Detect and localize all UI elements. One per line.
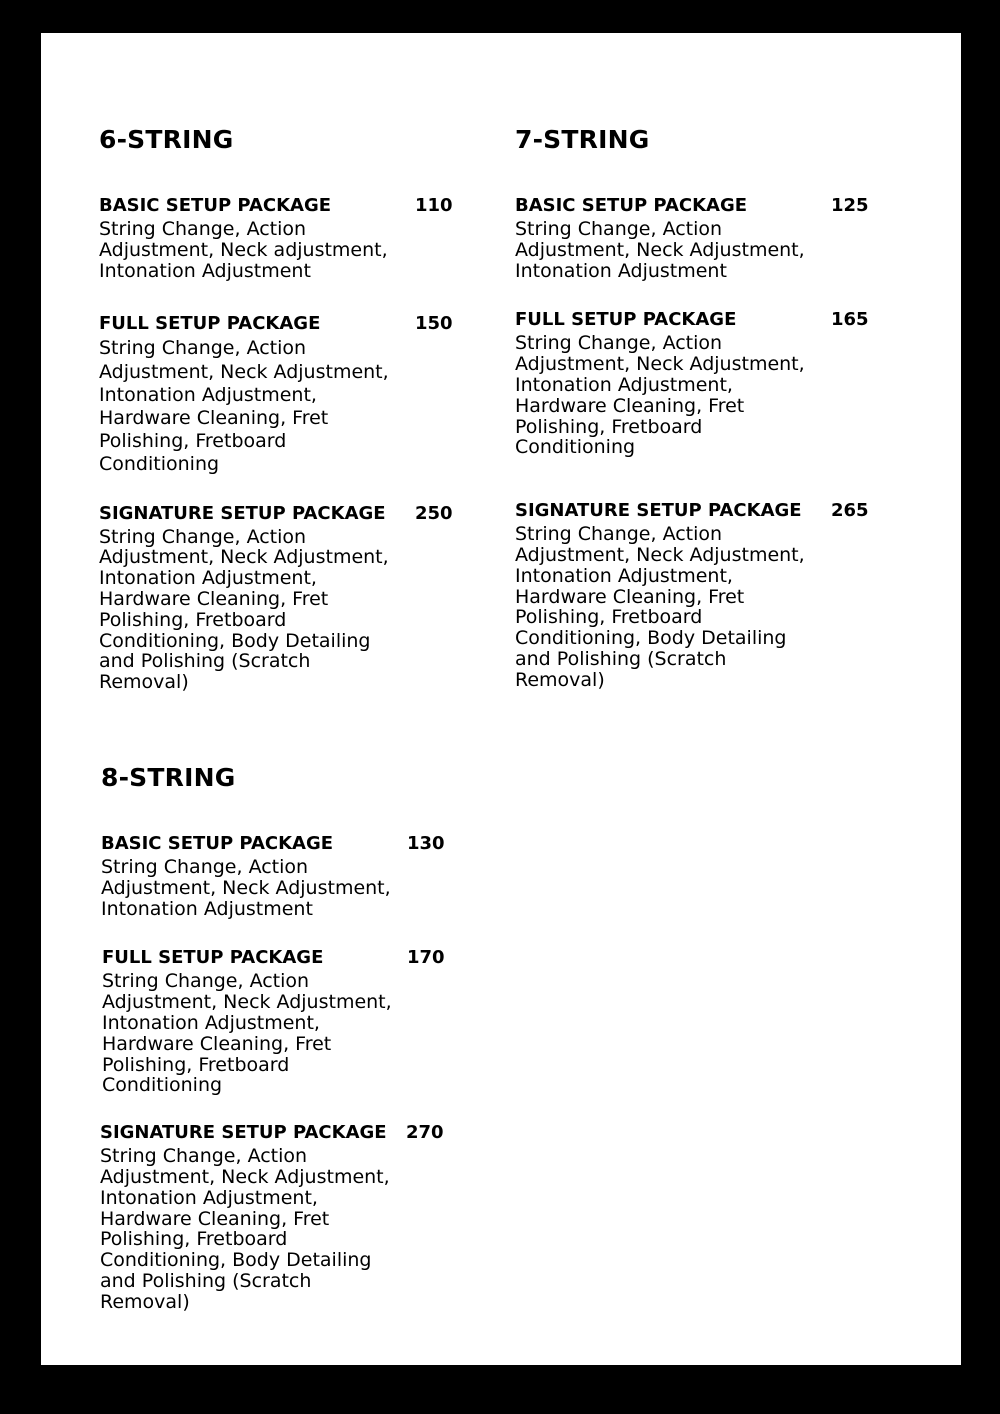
- package-signature: [100, 1122, 460, 1312]
- section-6-string: [99, 125, 459, 693]
- package-basic: [101, 833, 461, 919]
- section-title: 7-STRING: [515, 125, 650, 154]
- package-price: 270: [406, 1122, 444, 1144]
- package-price: 265: [831, 500, 869, 522]
- package-full: [515, 309, 875, 458]
- package-price: 170: [407, 947, 445, 969]
- package-description: String Change, Action Adjustment, Neck Adjustment, Intonation Adjustment, Hardware Cleaning, Fret Polishing, Fretboard Conditioning, Body Detailing and Polishing (Scratch Removal): [515, 523, 805, 691]
- package-description: String Change, Action Adjustment, Neck Adjustment, Intonation Adjustment, Hardware Cleaning, Fret Polishing, Fretboard Conditioning: [515, 332, 805, 459]
- package-name: FULL SETUP PACKAGE: [102, 947, 324, 969]
- package-name: FULL SETUP PACKAGE: [515, 309, 737, 331]
- package-description: String Change, Action Adjustment, Neck Adjustment, Intonation Adjustment: [101, 856, 391, 920]
- section-7-string: [515, 125, 875, 691]
- price-list-page: [41, 33, 961, 1365]
- package-name: BASIC SETUP PACKAGE: [99, 195, 332, 216]
- package-signature: [515, 500, 875, 690]
- package-price: 130: [407, 833, 445, 854]
- package-full: [99, 313, 459, 476]
- package-price: 150: [415, 313, 453, 335]
- package-name: SIGNATURE SETUP PACKAGE: [100, 1122, 387, 1144]
- package-basic: [515, 195, 875, 281]
- package-price: 250: [415, 502, 453, 524]
- package-name: FULL SETUP PACKAGE: [99, 313, 321, 335]
- package-description: String Change, Action Adjustment, Neck adjustment, Intonation Adjustment: [99, 218, 388, 282]
- package-price: 165: [831, 309, 869, 331]
- package-signature: [99, 503, 459, 693]
- package-description: String Change, Action Adjustment, Neck Adjustment, Intonation Adjustment: [515, 218, 805, 282]
- section-title: 6-STRING: [99, 125, 234, 154]
- package-price: 110: [415, 195, 453, 216]
- package-description: String Change, Action Adjustment, Neck Adjustment, Intonation Adjustment, Hardware Cleaning, Fret Polishing, Fretboard Conditioning: [102, 970, 392, 1097]
- package-name: BASIC SETUP PACKAGE: [515, 195, 748, 216]
- section-title: 8-STRING: [101, 763, 236, 792]
- package-name: SIGNATURE SETUP PACKAGE: [515, 500, 802, 522]
- package-name: BASIC SETUP PACKAGE: [101, 833, 334, 854]
- section-8-string: [101, 763, 461, 1313]
- package-basic: [99, 195, 459, 281]
- package-description: String Change, Action Adjustment, Neck Adjustment, Intonation Adjustment, Hardware Cleaning, Fret Polishing, Fretboard Conditioning, Body Detailing and Polishing (Scratch Removal): [99, 525, 389, 694]
- package-description: String Change, Action Adjustment, Neck Adjustment, Intonation Adjustment, Hardware Cleaning, Fret Polishing, Fretboard Conditioning: [99, 337, 389, 476]
- package-price: 125: [831, 195, 869, 216]
- package-full: [102, 947, 462, 1096]
- package-description: String Change, Action Adjustment, Neck Adjustment, Intonation Adjustment, Hardware Cleaning, Fret Polishing, Fretboard Conditioning, Body Detailing and Polishing (Scratch Removal): [100, 1145, 390, 1313]
- package-name: SIGNATURE SETUP PACKAGE: [99, 502, 386, 524]
